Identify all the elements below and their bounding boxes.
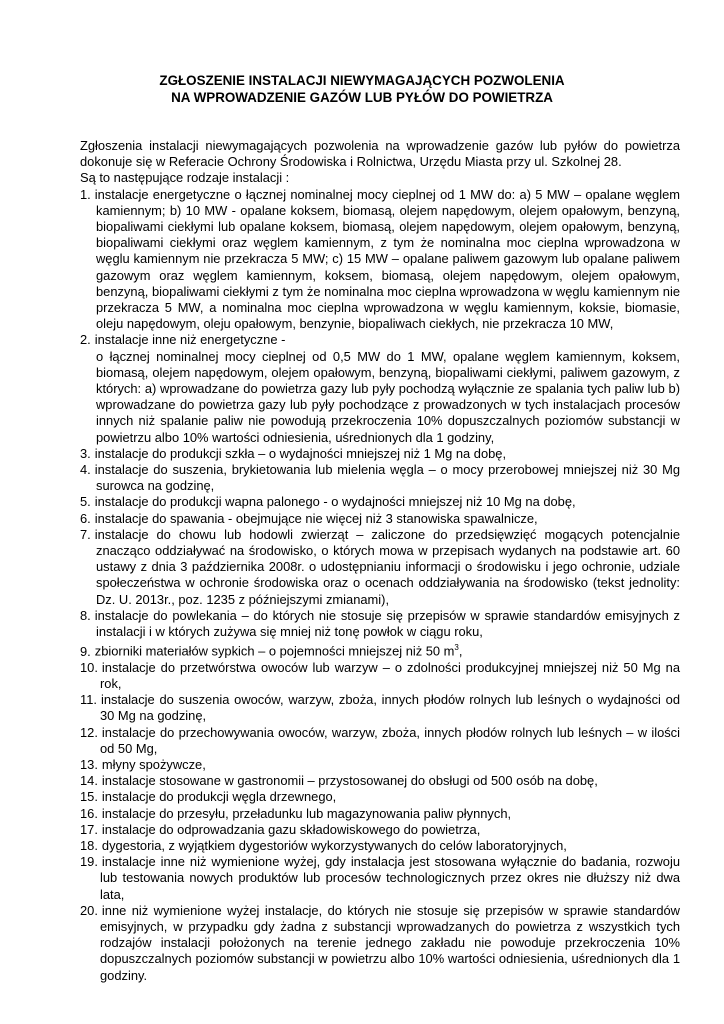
list-item-text: zbiorniki materiałów sypkich – o pojemności mniejszej niż 50 m — [94, 643, 455, 659]
list-item-number: 4. — [80, 462, 91, 478]
list-item-suffix: , — [458, 643, 463, 659]
document-body — [80, 138, 680, 984]
document-title — [60, 73, 664, 106]
list-item-number: 9. — [80, 643, 91, 659]
list-item-text: instalacje do produkcji wapna palonego - o wydajności mniejszej niż 10 Mg na dobę, — [94, 494, 576, 510]
list-item — [80, 640, 680, 660]
installation-list — [80, 187, 680, 984]
list-item-text: instalacje inne niż energetyczne - — [94, 332, 286, 348]
title-line-1: ZGŁOSZENIE INSTALACJI NIEWYMAGAJĄCYCH POZWOLENIA — [159, 73, 565, 88]
list-item-number: 5. — [80, 494, 91, 510]
list-item-number: 8. — [80, 607, 91, 623]
list-item-text: inne niż wymienione wyżej instalacje, do których nie stosuje się przepisów w sprawie standardów emisyjnych, w przypadku gdy żadna z substancji wprowadzanych do powietrza z wszystkich tych rodzajów instalacji położonych na terenie jednego zakładu nie powoduje przekroczenia 10% dopuszczalnych poziomów substancji w powietrzu albo 10% wartości odniesienia, uśrednionych dla 1 godziny. — [100, 902, 680, 983]
list-item — [80, 854, 680, 903]
list-lead: Są to następujące rodzaje instalacji : — [80, 170, 290, 186]
list-item-number: 19. — [80, 854, 98, 870]
title-line-2: NA WPROWADZENIE GAZÓW LUB PYŁÓW DO POWIETRZA — [171, 89, 553, 105]
list-item-number: 3. — [80, 445, 91, 461]
list-item-text: instalacje do chowu lub hodowli zwierząt – zaliczone do przedsięwzięć mogących potencjalnie znacząco oddziaływać na środowisko, o których mowa w przepisach wydanych na podstawie art. 60 ustawy z dnia 3 października 2008r. o udostępnianiu informacji o środowisku i jego ochronie, udziale społeczeństwa w ochronie środowiska oraz o ocenach oddziaływania na środowisko (tekst jednolity: Dz. U. 2013r., poz. 1235 z późniejszymi zmianami), — [94, 526, 680, 607]
list-item — [80, 494, 680, 510]
list-item-text: instalacje inne niż wymienione wyżej, gdy instalacja jest stosowana wyłącznie do badania, rozwoju lub testowania nowych produktów lub procesów technologicznych przez okres nie dłuższy niż dwa lata, — [100, 854, 680, 902]
list-item — [80, 527, 680, 608]
intro-paragraph: Zgłoszenia instalacji niewymagających pozwolenia na wprowadzenie gazów lub pyłów do powietrza dokonuje się w Referacie Ochrony Środowiska i Rolnictwa, Urzędu Miasta przy ul. Szkolnej 28. — [80, 138, 680, 170]
list-item — [80, 838, 680, 854]
list-item-number: 13. — [80, 757, 98, 773]
list-item-text: instalacje energetyczne o łącznej nominalnej mocy cieplnej od 1 MW do: a) 5 MW – opalane węglem kamiennym; b) 10 MW - opalane koksem, biomasą, olejem napędowym, olejem opałowym, benzyną, biopaliwami ciekłymi lub opalane koksem, biomasą, olejem napędowym, olejem opałowym, benzyną, biopaliwami ciekłymi oraz węglem kamiennym, z tym że nominalna moc cieplna wprowadzona w węglu kamiennym nie przekracza 5 MW; c) 15 MW – opalane paliwem gazowym lub opalane paliwem gazowym oraz węglem kamiennym, koksem, biomasą, olejem napędowym, olejem opałowym, benzyną, biopaliwami ciekłymi z tym że nominalna moc cieplna wprowadzona w węglu kamiennym nie przekracza 5 MW, a nominalna moc cieplna wprowadzona w węglu kamiennym, koksie, biomasie, oleju napędowym, oleju opałowym, benzynie, biopaliwach ciekłych, nie przekracza 10 MW, — [94, 186, 680, 332]
list-item — [80, 511, 680, 527]
list-item-number: 15. — [80, 789, 98, 805]
list-item-text: instalacje do suszenia, brykietowania lub mielenia węgla – o mocy przerobowej mniejszej niż 30 Mg surowca na godzinę, — [94, 462, 680, 494]
list-item-text: instalacje do spawania - obejmujące nie więcej niż 3 stanowiska spawalnicze, — [94, 510, 538, 526]
list-item — [80, 692, 680, 724]
list-item-number: 11. — [80, 692, 97, 708]
list-item — [80, 789, 680, 805]
list-item — [80, 773, 680, 789]
list-item-text: instalacje stosowane w gastronomii – przystosowanej do obsługi od 500 osób na dobę, — [101, 773, 598, 789]
list-item-number: 6. — [80, 510, 91, 526]
superscript-unit: 3 — [454, 643, 459, 653]
list-item-number: 10. — [80, 659, 98, 675]
list-item-text: młyny spożywcze, — [101, 757, 206, 773]
list-item-text: instalacje do powlekania – do których nie stosuje się przepisów w sprawie standardów emisyjnych z instalacji i w których zużywa się mniej niż tonę powłok w ciągu roku, — [94, 607, 680, 640]
list-item-text: instalacje do produkcji węgla drzewnego, — [101, 789, 337, 805]
list-item-number: 20. — [80, 902, 98, 918]
list-item-text: instalacje do przetwórstwa owoców lub warzyw – o zdolności produkcyjnej mniejszej niż 50 Mg na rok, — [100, 659, 680, 691]
list-item-text: instalacje do produkcji szkła – o wydajności mniejszej niż 1 Mg na dobę, — [94, 445, 507, 461]
list-item — [80, 187, 680, 333]
list-item-number: 7. — [80, 526, 91, 542]
list-item-subtext: o łącznej nominalnej mocy cieplnej od 0,5 MW do 1 MW, opalane węglem kamiennym, koksem, biomasą, olejem napędowym, olejem opałowym, benzyną, biopaliwami ciekłymi, paliwem gazowym, z których: a) wprowadzane do powietrza gazy lub pyły pochodzą wyłącznie ze spalania tych paliw lub b) wprowadzane do powietrza gazy lub pyły pochodzące z prowadzonych w tych instalacjach procesów innych niż spalanie paliw nie powodują przekroczenia 10% dopuszczalnych poziomów substancji w powietrzu albo 10% wartości odniesienia, uśrednionych dla 1 godziny, — [96, 348, 680, 445]
list-item-text: instalacje do przechowywania owoców, warzyw, zboża, innych płodów rolnych lub leśnych – w ilości od 50 Mg, — [100, 724, 680, 756]
list-item — [80, 332, 680, 445]
list-item-text: dygestoria, z wyjątkiem dygestoriów wykorzystywanych do celów laboratoryjnych, — [101, 838, 567, 854]
list-item — [80, 903, 680, 984]
list-item — [80, 608, 680, 640]
list-item-number: 12. — [80, 724, 98, 740]
list-item-number: 16. — [80, 805, 98, 821]
list-item-text: instalacje do odprowadzania gazu składowiskowego do powietrza, — [101, 821, 481, 837]
list-item-number: 1. — [80, 186, 91, 202]
list-item-number: 14. — [80, 773, 98, 789]
list-item-number: 17. — [80, 821, 98, 837]
list-item-text: instalacje do suszenia owoców, warzyw, zboża, innych płodów rolnych lub leśnych o wydajności od 30 Mg na godzinę, — [100, 692, 680, 724]
list-item — [80, 462, 680, 494]
list-item — [80, 446, 680, 462]
list-item — [80, 660, 680, 692]
list-item-number: 2. — [80, 332, 91, 348]
list-item — [80, 725, 680, 757]
list-item-number: 18. — [80, 838, 98, 854]
list-item — [80, 806, 680, 822]
list-item — [80, 757, 680, 773]
list-item — [80, 822, 680, 838]
list-item-text: instalacje do przesyłu, przeładunku lub magazynowania paliw płynnych, — [101, 805, 512, 821]
